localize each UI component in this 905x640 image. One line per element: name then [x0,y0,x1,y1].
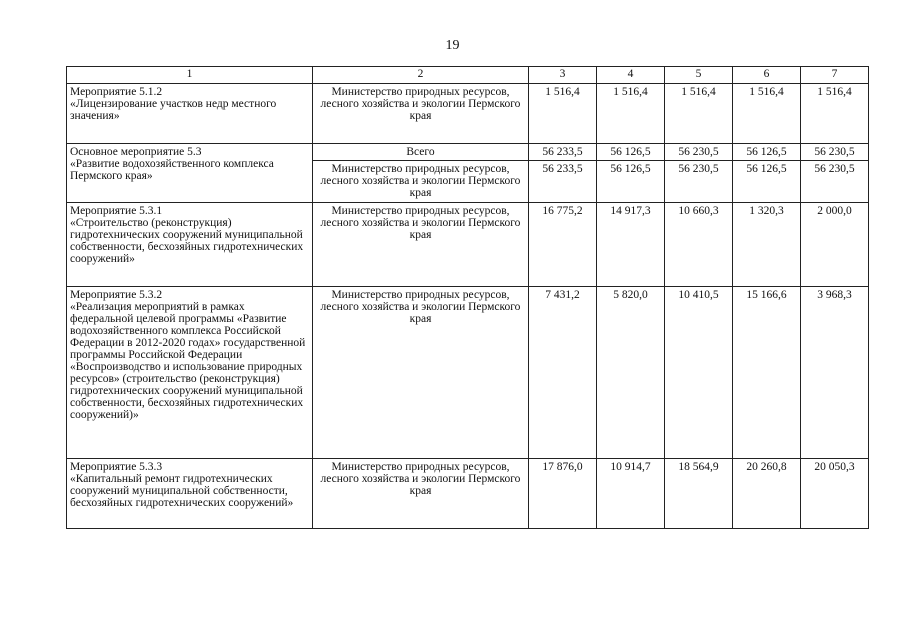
value-cell: 56 126,5 [733,161,801,203]
value-cell: 3 968,3 [801,287,869,459]
value-cell: 20 260,8 [733,459,801,529]
value-cell: 10 660,3 [665,203,733,287]
table-row [67,287,869,459]
value-cell: 1 516,4 [597,84,665,144]
activity-name [67,144,313,203]
header-cell: 1 [67,67,313,84]
value-cell: 56 126,5 [597,161,665,203]
value-cell: 1 516,4 [733,84,801,144]
value-cell: 1 516,4 [801,84,869,144]
activity-name-text: Мероприятие 5.1.2 «Лицензирование участков недр местного значения» [70,86,277,122]
value-cell: 14 917,3 [597,203,665,287]
table-row [67,459,869,529]
value-cell: 16 775,2 [529,203,597,287]
activity-name [67,203,313,287]
total-label: Всего [313,144,529,161]
header-cell: 4 [597,67,665,84]
total-value-cell: 56 230,5 [665,144,733,161]
header-cell: 7 [801,67,869,84]
header-cell: 2 [313,67,529,84]
value-cell: 15 166,6 [733,287,801,459]
total-value-cell: 56 230,5 [801,144,869,161]
table-row [67,144,869,161]
activity-name-text: Мероприятие 5.3.2 «Реализация мероприятий в рамках федеральной целевой программы «Развитие водохозяйственного комплекса Российской Федерации в 2012-2020 годах» государственной программы Российской Федерации «Воспроизводство и использование природных ресурсов» (строительство (реконструкция) гидротехнических сооружений муниципальной собственности, бесхозяйных гидротехнических сооружений)» [70,289,306,421]
table-row [67,203,869,287]
value-cell: 56 233,5 [529,161,597,203]
responsible-org: Министерство природных ресурсов, лесного хозяйства и экологии Пермского края [313,203,529,287]
value-cell: 7 431,2 [529,287,597,459]
activity-name [67,459,313,529]
responsible-org: Министерство природных ресурсов, лесного хозяйства и экологии Пермского края [313,459,529,529]
table-row [67,84,869,144]
responsible-org: Министерство природных ресурсов, лесного хозяйства и экологии Пермского края [313,84,529,144]
responsible-org: Министерство природных ресурсов, лесного хозяйства и экологии Пермского края [313,287,529,459]
value-cell: 1 516,4 [665,84,733,144]
activity-name-text: Мероприятие 5.3.1 «Строительство (реконструкция) гидротехнических сооружений муниципальной собственности, бесхозяйных гидротехнических сооружений» [70,205,304,265]
activity-name-text: Основное мероприятие 5.3 «Развитие водохозяйственного комплекса Пермского края» [70,146,274,182]
responsible-org: Министерство природных ресурсов, лесного хозяйства и экологии Пермского края [313,161,529,203]
value-cell: 17 876,0 [529,459,597,529]
value-cell: 56 230,5 [665,161,733,203]
value-cell: 5 820,0 [597,287,665,459]
header-cell: 5 [665,67,733,84]
value-cell: 10 914,7 [597,459,665,529]
value-cell: 56 230,5 [801,161,869,203]
program-table [66,66,869,529]
value-cell: 18 564,9 [665,459,733,529]
value-cell: 10 410,5 [665,287,733,459]
activity-name [67,84,313,144]
header-row [67,67,869,84]
value-cell: 20 050,3 [801,459,869,529]
value-cell: 2 000,0 [801,203,869,287]
total-value-cell: 56 126,5 [733,144,801,161]
header-cell: 6 [733,67,801,84]
header-cell: 3 [529,67,597,84]
activity-name-text: Мероприятие 5.3.3 «Капитальный ремонт гидротехнических сооружений муниципальной собственности, бесхозяйных гидротехнических сооружений» [70,461,294,509]
value-cell: 1 516,4 [529,84,597,144]
activity-name [67,287,313,459]
page-number: 19 [445,38,460,53]
value-cell: 1 320,3 [733,203,801,287]
total-value-cell: 56 126,5 [597,144,665,161]
total-value-cell: 56 233,5 [529,144,597,161]
